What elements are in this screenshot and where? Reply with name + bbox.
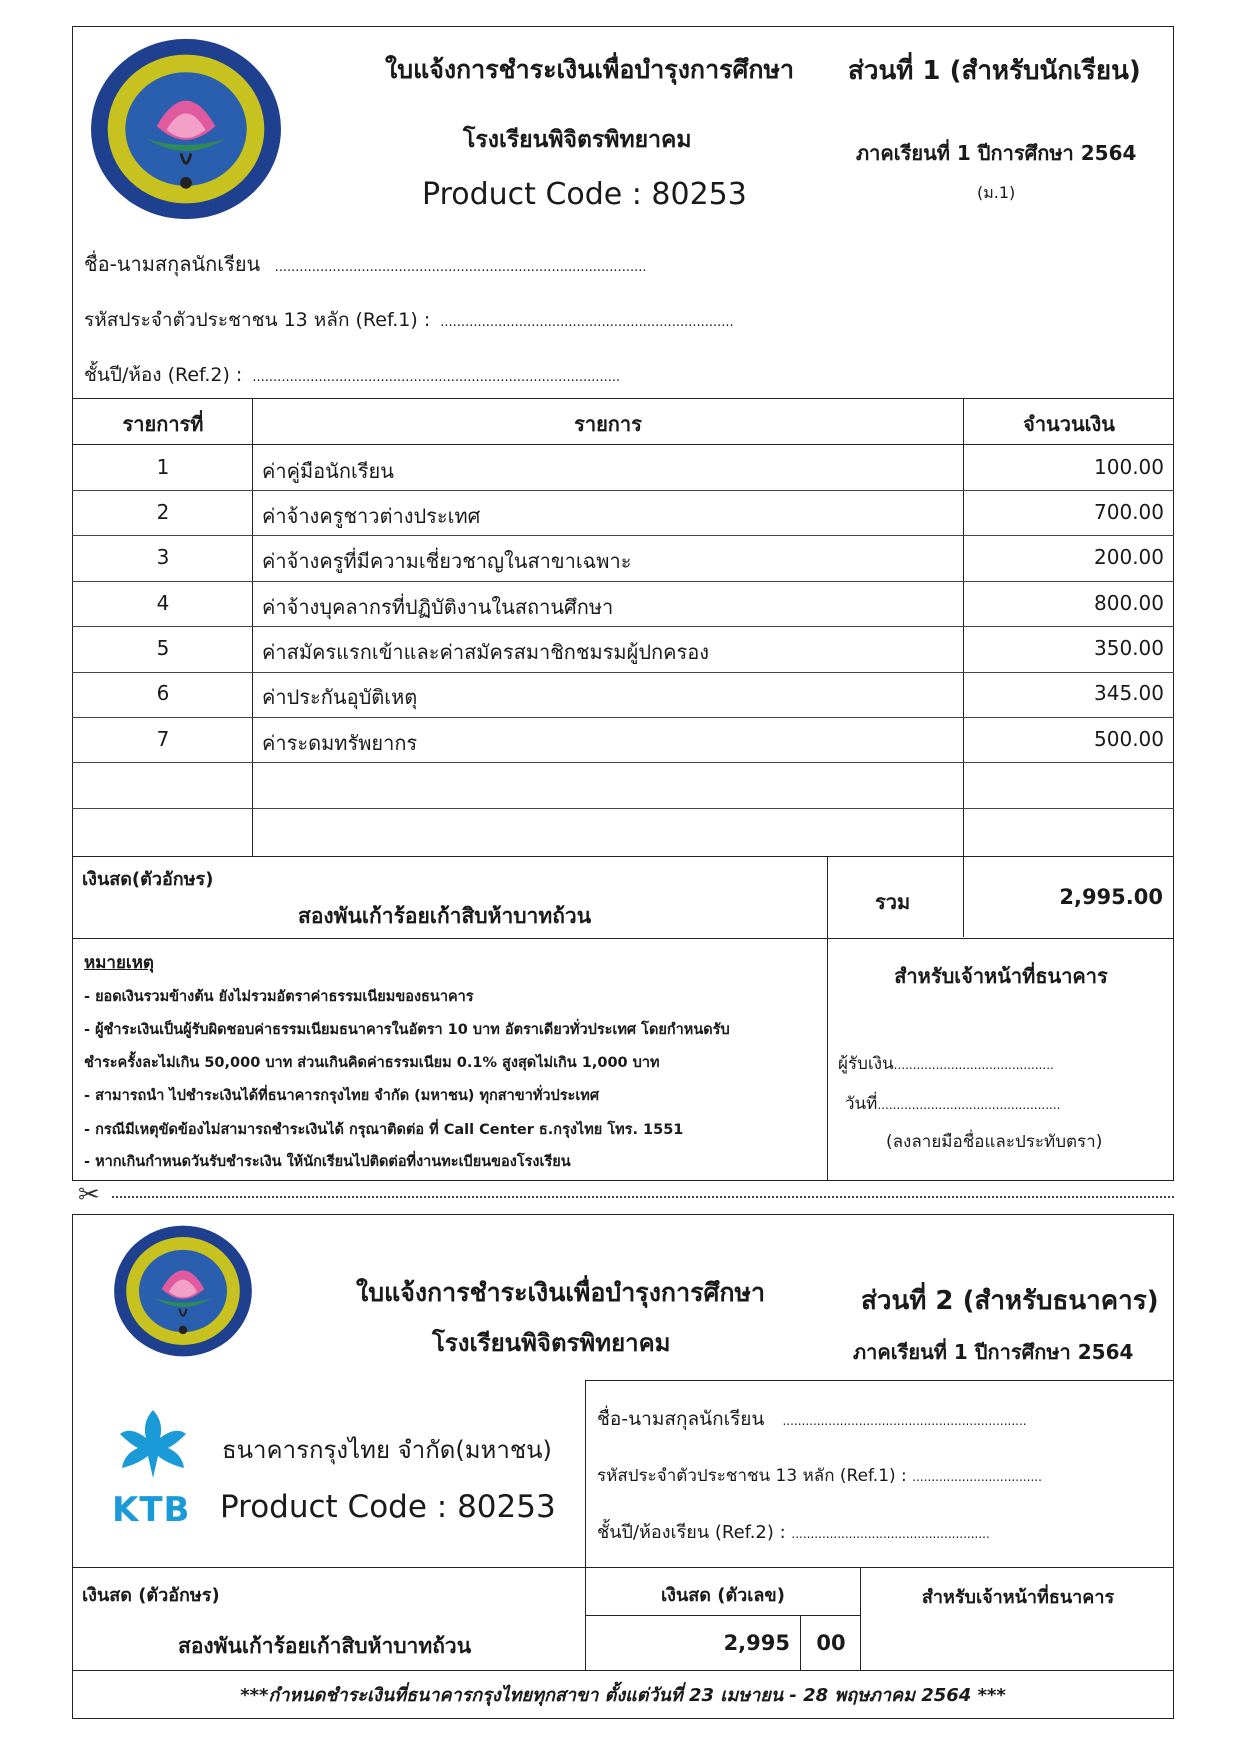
bank-officer-title: สำหรับเจ้าหน้าที่ธนาคาร [894,964,1108,988]
school-logo-icon [88,36,284,222]
total-label: รวม [875,890,911,914]
cash-words: สองพันเก้าร้อยเก้าสิบห้าบาทถ้วน [298,904,592,928]
note-line: - หากเกินกำหนดวันรับชำระเงิน ให้นักเรียนไปติดต่อที่งานทะเบียนของโรงเรียน [84,1154,571,1170]
part1-id-field[interactable]: รหัสประจำตัวประชาชน 13 หลัก (Ref.1) : ....................................................................... [84,309,734,331]
part2-cash-words: สองพันเก้าร้อยเก้าสิบห้าบาทถ้วน [178,1634,472,1658]
part2-cash-words-label: เงินสด (ตัวอักษร) [82,1585,220,1606]
bank-name: ธนาคารกรุงไทย จำกัด(มหาชน) [222,1436,552,1464]
part2-title: ใบแจ้งการชำระเงินเพื่อบำรุงการศึกษา [356,1278,766,1307]
table-header-bottom [72,444,1174,445]
table-header-no: รายการที่ [122,412,204,436]
part2-name-field[interactable]: ชื่อ-นามสกุลนักเรียน ................................................................ [597,1408,1027,1430]
part2-class-field[interactable]: ชั้นปี/ห้องเรียน (Ref.2) : .................................................... [597,1522,990,1543]
ktb-label: KTB [112,1490,191,1530]
part1-school: โรงเรียนพิจิตรพิทยาคม [463,127,692,153]
note-line: ชำระครั้งละไม่เกิน 50,000 บาท ส่วนเกินคิดค่าธรรมเนียม 0.1% สูงสุดไม่เกิน 1,000 บาท [84,1055,660,1071]
receiver-field[interactable]: ผู้รับเงิน.......................................... [838,1054,1054,1074]
note-line: - สามารถนำ ไปชำระเงินได้ที่ธนาคารกรุงไทย จำกัด (มหาชน) ทุกสาขาทั่วประเทศ [84,1088,600,1104]
part1-part-label: ส่วนที่ 1 (สำหรับนักเรียน) [848,56,1141,86]
note-line: - ยอดเงินรวมข้างต้น ยังไม่รวมอัตราค่าธรรมเนียมของธนาคาร [84,989,474,1005]
part1-grade: (ม.1) [977,183,1016,202]
cash-words-label: เงินสด(ตัวอักษร) [82,869,214,890]
table-header-desc: รายการ [574,412,642,436]
ktb-bird-icon [112,1404,194,1482]
part2-school: โรงเรียนพิจิตรพิทยาคม [432,1329,671,1357]
date-field[interactable]: วันที่................................................ [845,1094,1061,1114]
note-line: - กรณีมีเหตุขัดข้องไม่สามารถชำระเงินได้ กรุณาติดต่อ ที่ Call Center ธ.กรุงไทย โทร. 1551 [84,1122,684,1138]
part1-semester: ภาคเรียนที่ 1 ปีการศึกษา 2564 [856,141,1137,165]
table-header-amount: จำนวนเงิน [1023,412,1115,436]
part2-bank-officer-title: สำหรับเจ้าหน้าที่ธนาคาร [921,1587,1115,1608]
part1-name-field[interactable]: ชื่อ-นามสกุลนักเรียน .......................................................................................... [84,252,647,276]
scissors-icon: ✂ [78,1180,100,1210]
part2-cash-satang: 00 [816,1631,846,1655]
part2-semester: ภาคเรียนที่ 1 ปีการศึกษา 2564 [853,1340,1134,1364]
cut-line [112,1196,1174,1198]
school-logo-icon [112,1218,254,1364]
part1-product-code: Product Code : 80253 [422,177,747,212]
part1-class-field[interactable]: ชั้นปี/ห้อง (Ref.2) : ......................................................................................... [84,364,621,386]
part2-product-code: Product Code : 80253 [220,1489,556,1525]
part2-part-label: ส่วนที่ 2 (สำหรับธนาคาร) [861,1286,1159,1316]
payment-deadline-footer: ***กำหนดชำระเงินที่ธนาคารกรุงไทยทุกสาขา ตั้งแต่วันที่ 23 เมษายน - 28 พฤษภาคม 2564 *** [240,1685,1006,1706]
total-value: 2,995.00 [1059,885,1163,909]
part2-cash-num-label: เงินสด (ตัวเลข) [661,1585,785,1606]
notes-title: หมายเหตุ [84,953,154,973]
table-top-line [72,398,1174,399]
part2-id-field[interactable]: รหัสประจำตัวประชาชน 13 หลัก (Ref.1) : .................................. [597,1466,1042,1486]
table-col-line-1 [252,398,253,856]
sign-note: (ลงลายมือชื่อและประทับตรา) [886,1132,1103,1152]
note-line: - ผู้ชำระเงินเป็นผู้รับผิดชอบค่าธรรมเนียมธนาคารในอัตรา 10 บาท อัตราเดียวทั่วประเทศ โดยกำหนดรับ [84,1022,730,1038]
part1-title: ใบแจ้งการชำระเงินเพื่อบำรุงการศึกษา [385,55,795,84]
part2-cash-baht: 2,995 [723,1631,790,1655]
